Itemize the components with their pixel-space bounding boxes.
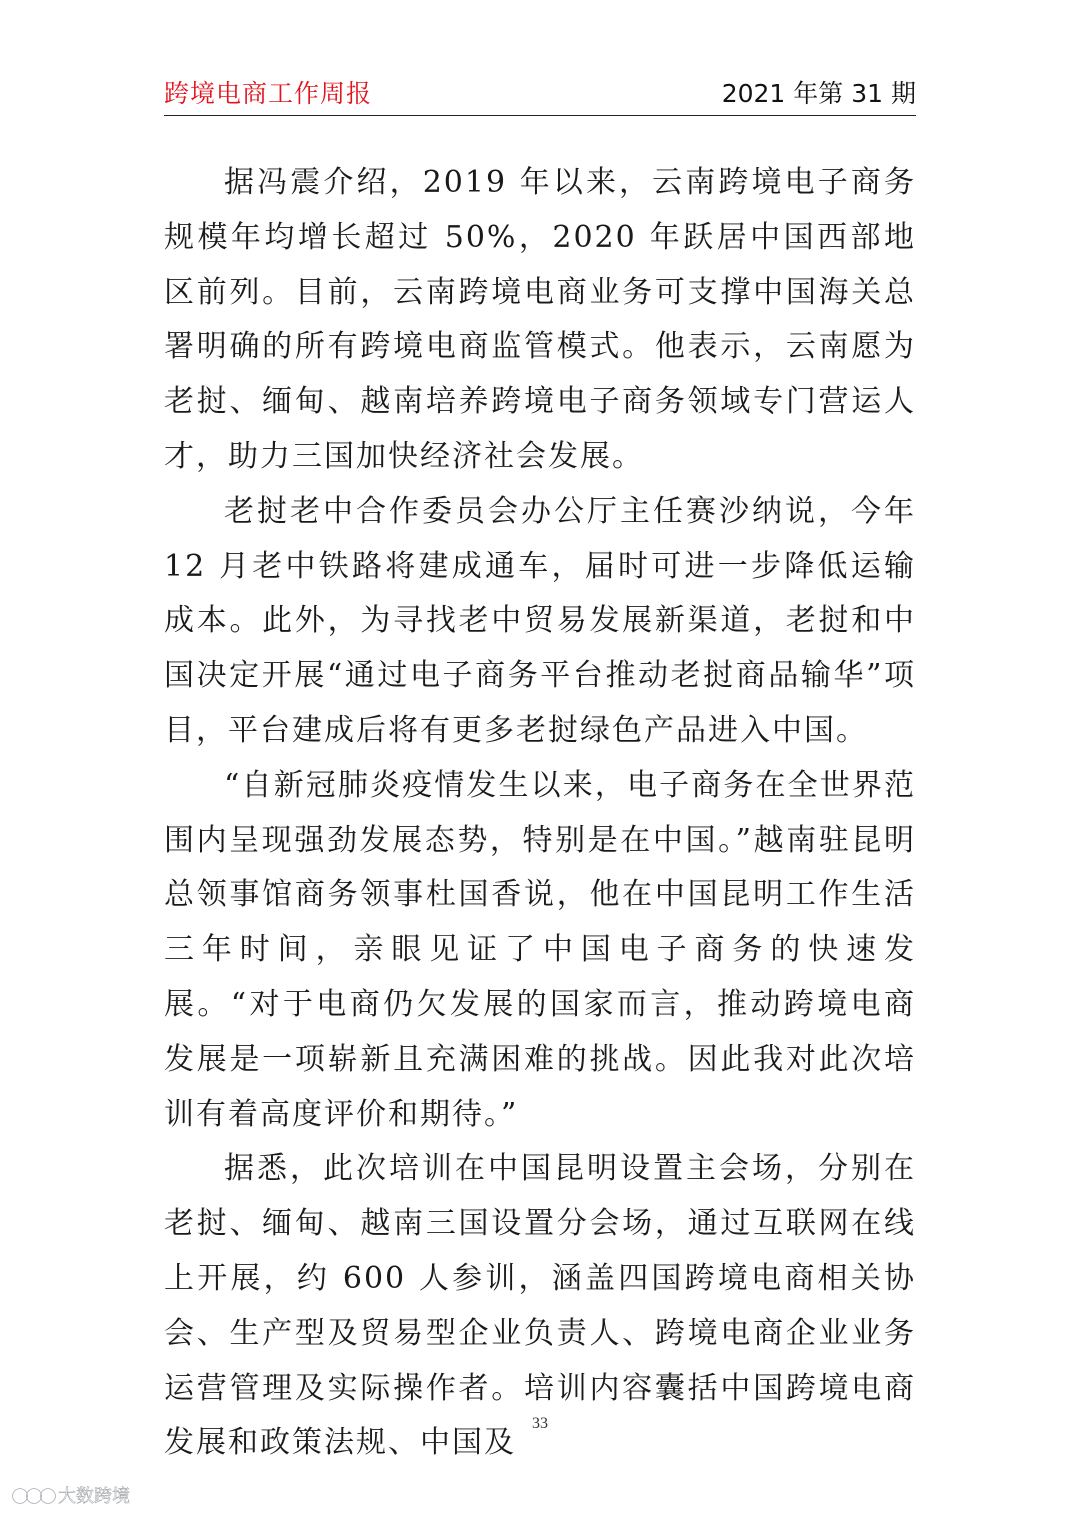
paragraph: 据冯震介绍，2019 年以来，云南跨境电子商务规模年均增长超过 50%，2020 年跃居中国西部地区前列。目前，云南跨境电商业务可支撑中国海关总署明确的所有跨境电商监管模式。他表示，云南愿为老挝、缅甸、越南培养跨境电子商务领域专门营运人才，助力三国加快经济社会发展。	[164, 165, 916, 474]
brand-logo-icon	[10, 1481, 130, 1509]
publication-title: 跨境电商工作周报	[164, 79, 373, 108]
paragraph: 老挝老中合作委员会办公厅主任赛沙纳说，今年 12 月老中铁路将建成通车，届时可进一步降低运输成本。此外，为寻找老中贸易发展新渠道，老挝和中国决定开展“通过电子商务平台推动老挝商品输华”项目，平台建成后将有更多老挝绿色产品进入中国。	[164, 493, 916, 748]
paragraph: 据悉，此次培训在中国昆明设置主会场，分别在老挝、缅甸、越南三国设置分会场，通过互联网在线上开展，约 600 人参训，涵盖四国跨境电商相关协会、生产型及贸易型企业负责人、跨境电商企业业务运营管理及实际操作者。培训内容囊括中国跨境电商发展和政策法规、中国及	[164, 1151, 916, 1461]
watermark	[10, 1478, 130, 1512]
page-number: 33	[532, 1415, 548, 1432]
paragraph: “自新冠肺炎疫情发生以来，电子商务在全世界范围内呈现强劲发展态势，特别是在中国。”越南驻昆明总领事馆商务领事杜国香说，他在中国昆明工作生活三年时间，亲眼见证了中国电子商务的快速发展。“对于电商仍欠发展的国家而言，推动跨境电商发展是一项崭新且充满困难的挑战。因此我对此次培训有着高度评价和期待。”	[164, 767, 916, 1132]
header-divider	[164, 115, 916, 116]
article-body	[164, 156, 916, 1471]
page-header	[164, 78, 916, 112]
watermark-text: 大数跨境	[58, 1486, 130, 1507]
issue-number: 2021 年第 31 期	[721, 79, 916, 108]
